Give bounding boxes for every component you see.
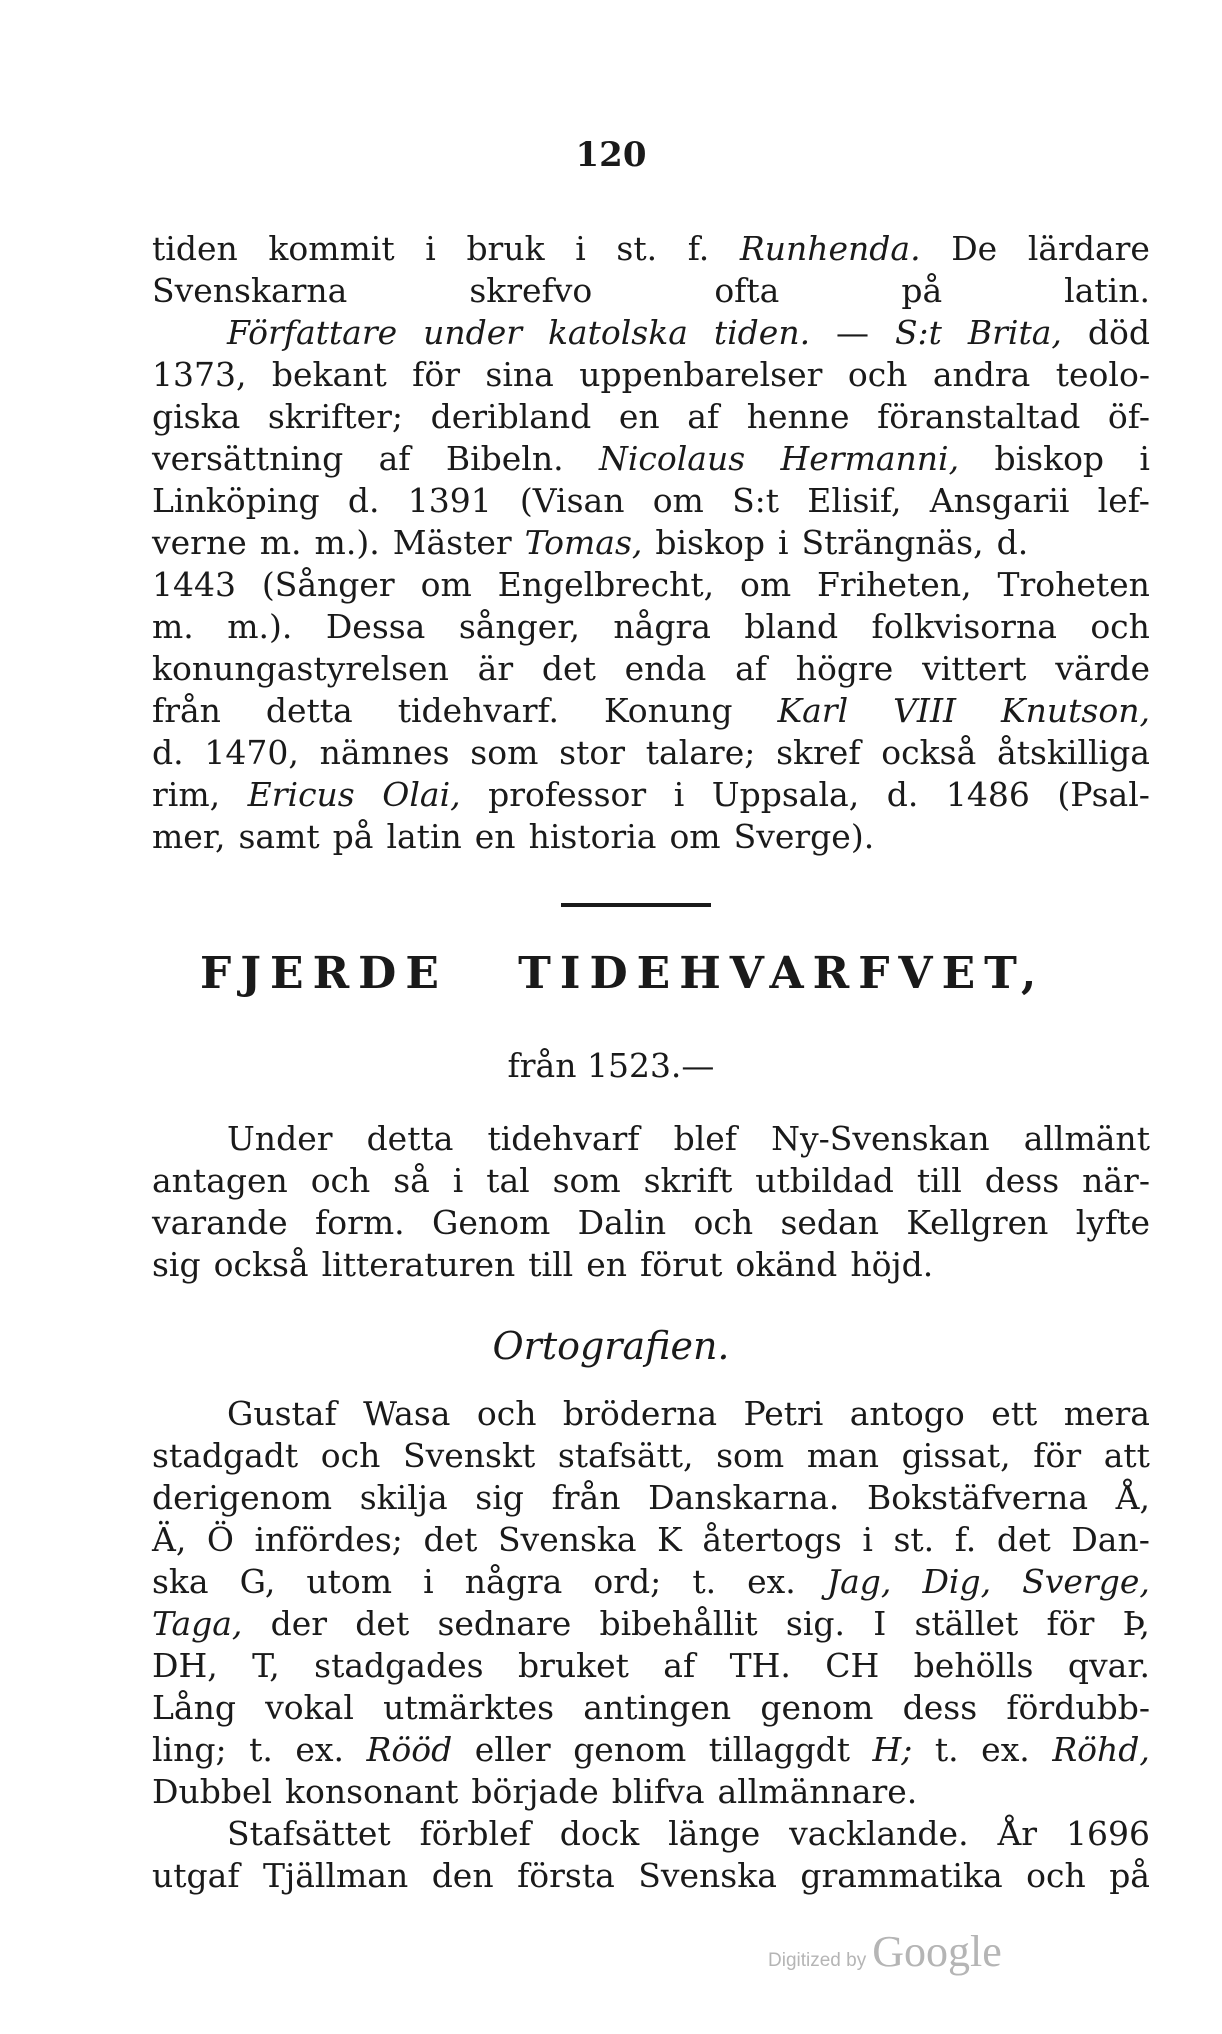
word: blifva xyxy=(611,1772,705,1811)
text-line xyxy=(152,732,1150,774)
word: detta xyxy=(366,1119,454,1158)
word: Svenskarna xyxy=(152,271,348,310)
word: Strängnäs, xyxy=(801,523,984,562)
word: skrifter; xyxy=(267,397,404,436)
word: katolska xyxy=(547,313,688,352)
word: DH, xyxy=(152,1646,218,1685)
word: Friheten, xyxy=(817,565,972,604)
watermark-small: Digitized by xyxy=(768,1950,867,1971)
word: deribland xyxy=(430,397,592,436)
word: ord; xyxy=(593,1562,662,1601)
word: Ansgarii xyxy=(929,481,1070,520)
word: Under xyxy=(227,1119,333,1158)
word: biskop xyxy=(655,523,765,562)
word: Å, xyxy=(1115,1478,1150,1517)
word: Dubbel xyxy=(152,1772,273,1811)
word: form. xyxy=(315,1203,405,1242)
word: G, xyxy=(239,1562,276,1601)
word: Elisif, xyxy=(807,481,902,520)
word: skrift xyxy=(643,1161,733,1200)
word: Petri xyxy=(743,1394,824,1433)
text-line xyxy=(152,1118,1150,1160)
word: m. xyxy=(152,607,194,646)
word: ex. xyxy=(981,1730,1030,1769)
text-line xyxy=(152,480,1150,522)
word: st. xyxy=(616,229,658,268)
word: så xyxy=(393,1161,430,1200)
word: gissat, xyxy=(901,1436,1011,1475)
word: historia xyxy=(528,817,657,856)
word: tillaggdt xyxy=(708,1730,850,1769)
word: i xyxy=(425,229,436,268)
text-line xyxy=(152,1645,1150,1687)
word: utom xyxy=(306,1562,393,1601)
word: Gustaf xyxy=(227,1394,337,1433)
word: Jag, xyxy=(826,1562,892,1601)
word: År xyxy=(997,1814,1038,1853)
word: De xyxy=(951,229,998,268)
word: (Visan xyxy=(519,481,625,520)
word: af xyxy=(735,649,767,688)
word: ex. xyxy=(747,1562,796,1601)
word: Mäster xyxy=(392,523,512,562)
word: konungastyrelsen xyxy=(152,649,449,688)
word: också xyxy=(881,733,977,772)
watermark-logo: Google xyxy=(872,1927,1002,1976)
page-number: 120 xyxy=(575,135,647,175)
subheading-ortografien: Ortografien. xyxy=(492,1324,730,1368)
text-line xyxy=(152,312,1150,354)
word: H; xyxy=(872,1730,913,1769)
word: Stafsättet xyxy=(227,1814,391,1853)
word: och xyxy=(847,355,908,394)
word: länge xyxy=(668,1814,761,1853)
text-line xyxy=(152,1202,1150,1244)
word: skilja xyxy=(359,1478,448,1517)
word: Nicolaus xyxy=(598,439,746,478)
word: Ä, xyxy=(152,1520,187,1559)
word: S:t xyxy=(732,481,780,520)
word: Lång xyxy=(152,1688,236,1727)
word: okänd xyxy=(735,1245,838,1284)
word: är xyxy=(477,649,514,688)
text-line xyxy=(152,438,1150,480)
word: litteraturen xyxy=(321,1245,516,1284)
word: ling; xyxy=(152,1730,227,1769)
word: folkvisorna xyxy=(871,607,1057,646)
word: började xyxy=(471,1772,599,1811)
word: och xyxy=(476,1394,537,1433)
word: latin xyxy=(386,817,462,856)
word: det xyxy=(423,1520,478,1559)
word: om xyxy=(739,565,792,604)
word: vokal xyxy=(265,1688,354,1727)
word: för xyxy=(412,355,460,394)
word: till xyxy=(916,1161,962,1200)
word: tidehvarf. xyxy=(397,691,560,730)
word: Karl xyxy=(777,691,849,730)
word: 1373, xyxy=(152,355,247,394)
word: det xyxy=(996,1520,1051,1559)
word: sig. xyxy=(785,1604,845,1643)
word: d. xyxy=(996,523,1029,562)
text-line xyxy=(152,1813,1150,1855)
word: om xyxy=(669,817,721,856)
word: utbildad xyxy=(755,1161,894,1200)
word: — xyxy=(836,313,869,352)
text-line xyxy=(152,522,1150,564)
word: bland xyxy=(744,607,839,646)
word: qvar. xyxy=(1067,1646,1150,1685)
word: förut xyxy=(640,1245,723,1284)
word: latin. xyxy=(1064,271,1150,310)
word: Sverge, xyxy=(1022,1562,1150,1601)
word: Bibeln. xyxy=(445,439,564,478)
text-line xyxy=(152,816,1150,858)
word: m.). xyxy=(227,607,293,646)
text-line xyxy=(152,396,1150,438)
word: rim, xyxy=(152,775,221,814)
word: allmänt xyxy=(1023,1119,1150,1158)
word: död xyxy=(1087,313,1150,352)
word: i xyxy=(423,1562,434,1601)
word: i xyxy=(452,1161,464,1200)
word: bruk xyxy=(466,229,545,268)
word: Þ, xyxy=(1122,1604,1150,1643)
word: Linköping xyxy=(152,481,320,520)
word: föranstaltad xyxy=(877,397,1081,436)
word: Röhd, xyxy=(1052,1730,1150,1769)
word: af xyxy=(687,397,720,436)
word: giska xyxy=(152,397,241,436)
word: Svenskt xyxy=(402,1436,536,1475)
word: lef- xyxy=(1097,481,1150,520)
word: i xyxy=(575,229,586,268)
text-line xyxy=(152,1435,1150,1477)
word: biskop xyxy=(994,439,1105,478)
word: en xyxy=(618,397,660,436)
google-watermark xyxy=(768,1926,1002,1977)
chapter-title: FJERDE TIDEHVARFVET, xyxy=(200,948,1046,999)
word: stället xyxy=(914,1604,1019,1643)
word: professor xyxy=(488,775,647,814)
intro-text xyxy=(152,1118,1150,1286)
word: 1696 xyxy=(1065,1814,1150,1853)
word: infördes; xyxy=(254,1520,403,1559)
word: blef xyxy=(673,1119,737,1158)
word: som xyxy=(552,1161,621,1200)
word: till xyxy=(528,1245,574,1284)
word: som xyxy=(470,733,539,772)
text-line xyxy=(152,1729,1150,1771)
word: Brita, xyxy=(967,313,1062,352)
word: Ö xyxy=(206,1520,234,1559)
word: varande xyxy=(152,1203,288,1242)
word: Wasa xyxy=(363,1394,451,1433)
word: m. xyxy=(259,523,302,562)
word: Olai, xyxy=(382,775,461,814)
text-line xyxy=(152,1687,1150,1729)
text-line xyxy=(152,270,1150,312)
word: af xyxy=(378,439,411,478)
word: sedan xyxy=(780,1203,879,1242)
word: bibehållit xyxy=(599,1604,758,1643)
word: Ny-Svenskan xyxy=(771,1119,990,1158)
word: andra xyxy=(932,355,1031,394)
word: Uppsala, xyxy=(711,775,860,814)
word: (Sånger xyxy=(261,565,395,604)
word: genom xyxy=(573,1730,687,1769)
word: också xyxy=(213,1245,309,1284)
word: högre xyxy=(795,649,894,688)
word: behölls xyxy=(913,1646,1034,1685)
word: på xyxy=(1109,1856,1150,1895)
word: teolo- xyxy=(1055,355,1150,394)
word: S:t xyxy=(894,313,942,352)
word: 1486 xyxy=(945,775,1030,814)
word: m.). xyxy=(314,523,380,562)
word: bruket xyxy=(517,1646,629,1685)
text-line xyxy=(152,1771,1150,1813)
word: enda xyxy=(624,649,707,688)
word: derigenom xyxy=(152,1478,333,1517)
word: och xyxy=(693,1203,754,1242)
word: några xyxy=(464,1562,563,1601)
word: om xyxy=(652,481,704,520)
word: under xyxy=(423,313,522,352)
word: Troheten xyxy=(997,565,1150,604)
word: Bokstäfverna xyxy=(866,1478,1089,1517)
word: dock xyxy=(559,1814,640,1853)
word: CH xyxy=(825,1646,880,1685)
word: stor xyxy=(559,733,625,772)
word: antagen xyxy=(152,1161,288,1200)
text-line xyxy=(152,1561,1150,1603)
text-line xyxy=(152,1603,1150,1645)
word: Kellgren xyxy=(906,1203,1049,1242)
word: en xyxy=(474,817,516,856)
word: som xyxy=(716,1436,785,1475)
word: ett xyxy=(991,1394,1038,1433)
word: tiden. xyxy=(713,313,811,352)
word: Dan- xyxy=(1071,1520,1150,1559)
word: lyfte xyxy=(1075,1203,1150,1242)
word: eller xyxy=(474,1730,551,1769)
word: stadgades xyxy=(314,1646,484,1685)
word: Dig, xyxy=(922,1562,992,1601)
word: skref xyxy=(776,733,861,772)
word: när- xyxy=(1082,1161,1150,1200)
word: fördubb- xyxy=(1006,1688,1150,1727)
word: henne xyxy=(746,397,850,436)
text-line xyxy=(152,354,1150,396)
word: första xyxy=(517,1856,615,1895)
word: förblef xyxy=(419,1814,531,1853)
word: 1470, xyxy=(204,733,299,772)
word: och xyxy=(310,1161,371,1200)
word: Konung xyxy=(603,691,733,730)
word: mera xyxy=(1063,1394,1150,1433)
word: d. xyxy=(347,481,380,520)
word: VIII xyxy=(893,691,957,730)
ortografi-text xyxy=(152,1393,1150,1897)
word: från xyxy=(152,691,221,730)
word: några xyxy=(613,607,711,646)
word: stafsätt, xyxy=(557,1436,694,1475)
text-line xyxy=(152,1244,1150,1286)
word: Genom xyxy=(432,1203,551,1242)
word: på xyxy=(901,271,943,310)
word: man xyxy=(806,1436,880,1475)
word: Svenska xyxy=(638,1856,777,1895)
word: mer, xyxy=(152,817,226,856)
word: tiden xyxy=(152,229,238,268)
word: skrefvo xyxy=(469,271,593,310)
word: den xyxy=(431,1856,494,1895)
word: I xyxy=(873,1604,887,1643)
word: Tjällman xyxy=(262,1856,409,1895)
word: i xyxy=(1139,439,1150,478)
word: utgaf xyxy=(152,1856,240,1895)
word: det xyxy=(541,649,596,688)
word: återtogs xyxy=(702,1520,842,1559)
word: Dalin xyxy=(577,1203,667,1242)
word: vittert xyxy=(922,649,1027,688)
word: f. xyxy=(954,1520,977,1559)
section-divider xyxy=(561,903,711,907)
word: t. xyxy=(249,1730,273,1769)
word: Knutson, xyxy=(1001,691,1150,730)
word: d. xyxy=(152,733,184,772)
text-line xyxy=(152,1160,1150,1202)
word: Dessa xyxy=(325,607,426,646)
word: en xyxy=(586,1245,628,1284)
text-line xyxy=(152,774,1150,816)
word: Svenska xyxy=(497,1520,637,1559)
word: Hermanni, xyxy=(780,439,960,478)
word: d. xyxy=(886,775,919,814)
text-line xyxy=(152,1477,1150,1519)
word: höjd. xyxy=(850,1245,934,1284)
word: TH. xyxy=(729,1646,791,1685)
word: Danskarna. xyxy=(648,1478,840,1517)
text-line xyxy=(152,648,1150,690)
word: t. xyxy=(692,1562,717,1601)
word: kommit xyxy=(268,229,395,268)
word: tal xyxy=(486,1161,530,1200)
word: samt xyxy=(238,817,320,856)
word: antogo xyxy=(849,1394,965,1433)
word: genom xyxy=(760,1688,874,1727)
word: bekant xyxy=(271,355,387,394)
word: i xyxy=(673,775,685,814)
word: Tomas, xyxy=(524,523,643,562)
word: dess xyxy=(984,1161,1060,1200)
word: utmärktes xyxy=(383,1688,555,1727)
word: vacklande. xyxy=(789,1814,969,1853)
word: lärdare xyxy=(1027,229,1150,268)
word: Författare xyxy=(227,313,398,352)
word: värde xyxy=(1055,649,1150,688)
word: af xyxy=(663,1646,696,1685)
word: bröderna xyxy=(562,1394,718,1433)
word: stadgadt xyxy=(152,1436,299,1475)
section-top-text xyxy=(152,228,1150,858)
word: T, xyxy=(252,1646,280,1685)
word: sednare xyxy=(437,1604,572,1643)
word: detta xyxy=(265,691,353,730)
word: för xyxy=(1033,1436,1082,1475)
word: f. xyxy=(687,229,710,268)
word: på xyxy=(332,817,374,856)
text-line xyxy=(152,690,1150,732)
word: och xyxy=(1026,1856,1086,1895)
word: (Psal- xyxy=(1057,775,1150,814)
word: 1391 xyxy=(407,481,492,520)
word: åtskilliga xyxy=(997,733,1150,772)
word: K xyxy=(657,1520,682,1559)
text-line xyxy=(152,564,1150,606)
text-line xyxy=(152,228,1150,270)
word: sånger, xyxy=(458,607,580,646)
word: versättning xyxy=(152,439,344,478)
word: ex. xyxy=(295,1730,345,1769)
word: 1443 xyxy=(152,565,236,604)
word: ofta xyxy=(714,271,780,310)
word: och xyxy=(320,1436,381,1475)
word: sig xyxy=(152,1245,201,1284)
word: der xyxy=(270,1604,328,1643)
word: uppenbarelser xyxy=(579,355,823,394)
word: tidehvarf xyxy=(487,1119,640,1158)
text-line xyxy=(152,606,1150,648)
text-line xyxy=(152,1393,1150,1435)
word: om xyxy=(420,565,472,604)
word: st. xyxy=(893,1520,935,1559)
word: konsonant xyxy=(285,1772,459,1811)
word: i xyxy=(777,523,789,562)
chapter-since: från 1523.— xyxy=(507,1046,715,1085)
word: ska xyxy=(152,1562,209,1601)
word: Rööd xyxy=(366,1730,453,1769)
word: grammatika xyxy=(800,1856,1003,1895)
word: allmännare. xyxy=(717,1772,918,1811)
word: Engelbrecht, xyxy=(497,565,715,604)
word: från xyxy=(551,1478,621,1517)
word: antingen xyxy=(583,1688,732,1727)
word: öf- xyxy=(1107,397,1150,436)
word: för xyxy=(1046,1604,1095,1643)
word: och xyxy=(1090,607,1150,646)
word: nämnes xyxy=(319,733,450,772)
word: sig xyxy=(475,1478,524,1517)
word: Ericus xyxy=(247,775,355,814)
word: Sverge). xyxy=(733,817,875,856)
word: det xyxy=(355,1604,410,1643)
word: i xyxy=(862,1520,873,1559)
word: talare; xyxy=(645,733,756,772)
word: Runhenda. xyxy=(739,229,921,268)
word: att xyxy=(1103,1436,1150,1475)
word: sina xyxy=(485,355,554,394)
word: verne xyxy=(152,523,247,562)
word: t. xyxy=(934,1730,959,1769)
text-line xyxy=(152,1519,1150,1561)
word: Taga, xyxy=(152,1604,243,1643)
text-line xyxy=(152,1855,1150,1897)
word: dess xyxy=(902,1688,978,1727)
